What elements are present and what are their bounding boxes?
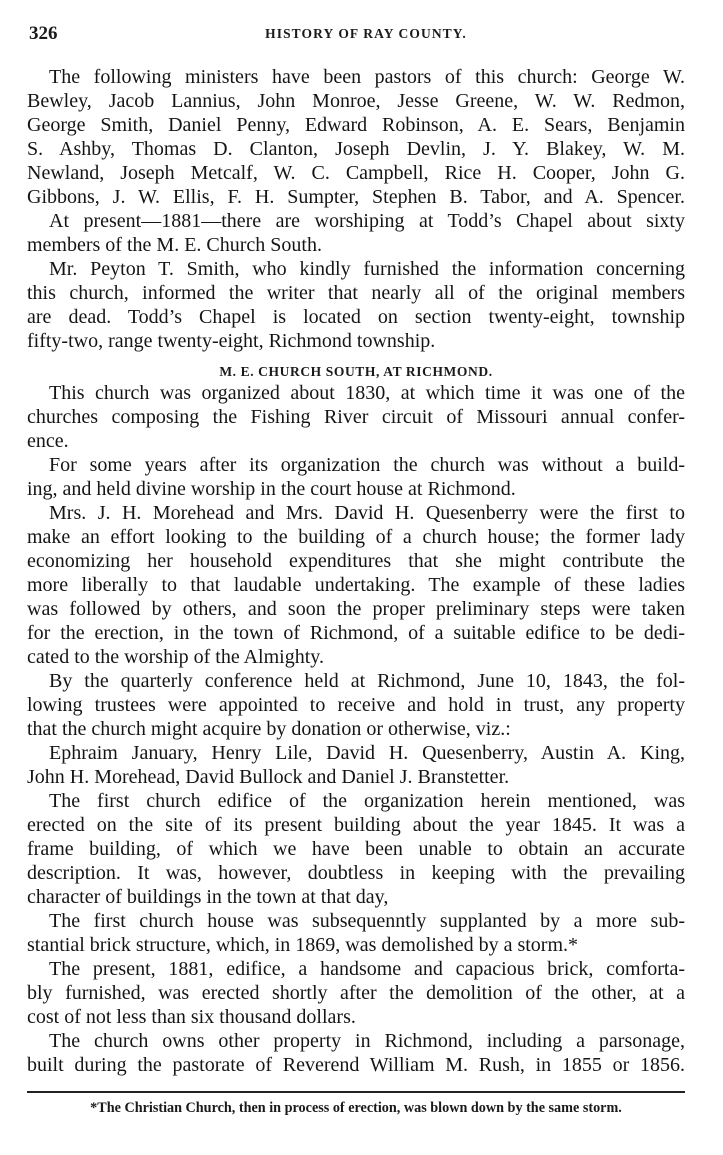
text-line-content: fifty-two, range twenty-eight, Richmond township. [27,330,436,352]
text-line [49,957,685,981]
text-line-content: By the quarterly conference held at Richmond, June 10, 1843, the fol- [49,670,685,692]
text-line-content: cated to the worship of the Almighty. [27,646,324,668]
text-line-content: The first church house was subsequenntly supplanted by a more sub- [49,910,685,932]
text-line-content: cost of not less than six thousand dollars. [27,1006,356,1028]
text-line [49,501,685,525]
text-line [49,789,685,813]
text-line-content: Ephraim January, Henry Lile, David H. Quesenberry, Austin A. King, [49,742,685,764]
text-line [27,597,685,621]
text-line-content: for the erection, in the town of Richmond, of a suitable edifice to be dedi- [27,622,685,644]
text-line [27,861,685,885]
text-line-content: John H. Morehead, David Bullock and Daniel J. Branstetter. [27,766,510,788]
text-line [27,185,685,209]
text-line-content: make an effort looking to the building of a church house; the former lady [27,526,685,548]
text-line-content: Mrs. J. H. Morehead and Mrs. David H. Quesenberry were the first to [49,502,685,524]
text-line-content: stantial brick structure, which, in 1869, was demolished by a storm.* [27,934,579,956]
text-line-content: For some years after its organization the church was without a build- [49,454,685,476]
text-line [27,549,685,573]
text-line [27,813,685,837]
text-line-content: economizing her household expenditures that she might contribute the [27,550,685,572]
text-line-content: character of buildings in the town at that day, [27,886,389,908]
text-line [27,693,685,717]
text-line-content: This church was organized about 1830, at which time it was one of the [49,382,685,404]
text-line-content: S. Ashby, Thomas D. Clanton, Joseph Devlin, J. Y. Blakey, W. M. [27,138,685,160]
text-line [49,65,685,89]
text-line-content: The church owns other property in Richmond, including a parsonage, [49,1030,685,1052]
text-line-content: Mr. Peyton T. Smith, who kindly furnished the information concerning [49,258,685,280]
text-line-content: was followed by others, and soon the proper preliminary steps were taken [27,598,685,620]
text-line-content: bly furnished, was erected shortly after the demolition of the other, at a [27,982,685,1004]
text-line-content: description. It was, however, doubtless in keeping with the prevailing [27,862,685,884]
text-line [27,525,685,549]
text-line [27,137,685,161]
text-line-content: Gibbons, J. W. Ellis, F. H. Sumpter, Stephen B. Tabor, and A. Spencer. [27,186,685,208]
text-line-content: frame building, of which we have been unable to obtain an accurate [27,838,685,860]
text-line [27,621,685,645]
text-line-content: lowing trustees were appointed to receive and hold in trust, any property [27,694,685,716]
footnote-rule [27,1091,685,1093]
text-line-content: that the church might acquire by donation or otherwise, viz.: [27,718,511,740]
footnote: *The Christian Church, then in process of erection, was blown down by the same storm. [90,1100,622,1116]
text-line-content: At present—1881—there are worshiping at Todd’s Chapel about sixty [49,210,685,232]
text-line-content: Newland, Joseph Metcalf, W. C. Campbell, Rice H. Cooper, John G. [27,162,685,184]
text-line [27,233,685,257]
text-line [27,329,685,353]
text-line [49,453,685,477]
text-line [27,933,685,957]
text-line-content: The present, 1881, edifice, a handsome and capacious brick, comforta- [49,958,685,980]
text-line-content: erected on the site of its present building about the year 1845. It was a [27,814,685,836]
text-line [27,1005,685,1029]
text-line-content: built during the pastorate of Reverend William M. Rush, in 1855 or 1856. [27,1054,685,1076]
text-line-content: ence. [27,430,69,452]
text-line [27,717,685,741]
text-line [49,257,685,281]
text-line-content: The following ministers have been pastors of this church: George W. [49,66,685,88]
text-line [27,305,685,329]
text-line [49,1029,685,1053]
text-line [49,741,685,765]
text-line [49,381,685,405]
running-head [27,24,685,44]
text-line-content: more liberally to that laudable undertaking. The example of these ladies [27,574,685,596]
text-line-content: ing, and held divine worship in the court house at Richmond. [27,478,516,500]
text-line [27,1053,685,1077]
text-line [27,765,685,789]
text-line [27,477,685,501]
text-line [49,909,685,933]
text-line-content: George Smith, Daniel Penny, Edward Robinson, A. E. Sears, Benjamin [27,114,685,136]
text-line [27,573,685,597]
running-title: HISTORY OF RAY COUNTY. [265,26,467,41]
text-line-content: members of the M. E. Church South. [27,234,322,256]
text-line-content: churches composing the Fishing River circuit of Missouri annual confer- [27,406,685,428]
text-line [27,113,685,137]
text-line [27,89,685,113]
text-line-content: The first church edifice of the organization herein mentioned, was [49,790,685,812]
text-line [27,645,685,669]
text-line [27,405,685,429]
text-line [27,981,685,1005]
text-line [27,281,685,305]
text-line-content: this church, informed the writer that nearly all of the original members [27,282,685,304]
page-number: 326 [29,23,58,44]
section-heading: M. E. CHURCH SOUTH, AT RICHMOND. [219,364,493,379]
text-line [27,837,685,861]
text-line [27,161,685,185]
text-line [49,209,685,233]
text-line [49,669,685,693]
text-line-content: Bewley, Jacob Lannius, John Monroe, Jesse Greene, W. W. Redmon, [27,90,685,112]
text-line-content: are dead. Todd’s Chapel is located on section twenty-eight, township [27,306,685,328]
text-line [27,885,685,909]
text-line [27,429,685,453]
